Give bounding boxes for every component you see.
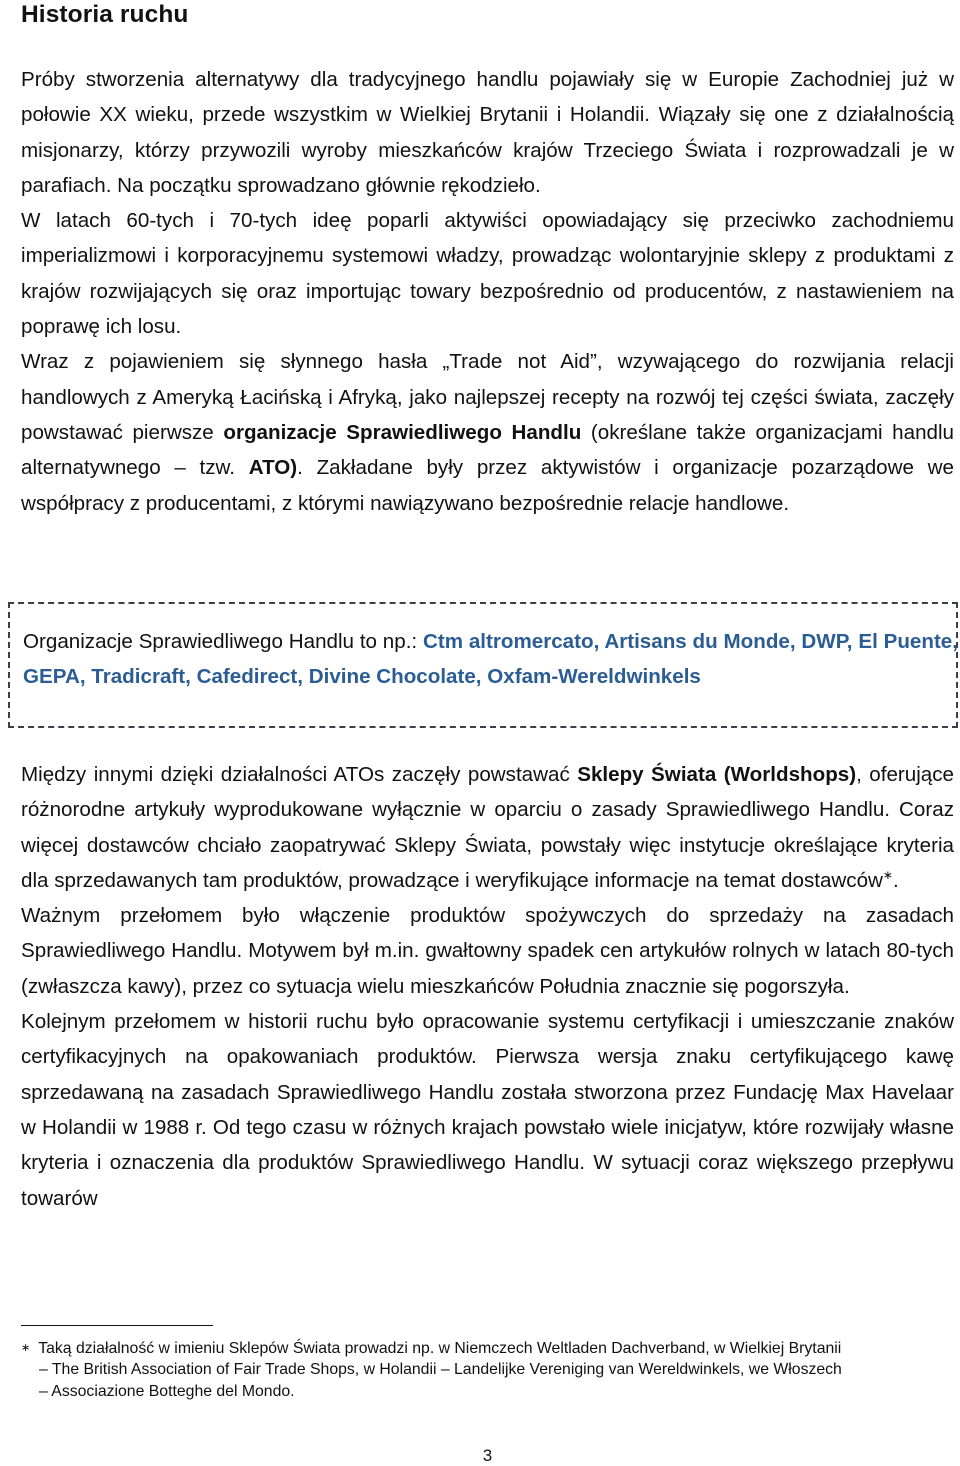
footnote	[21, 1338, 936, 1402]
term-fair-trade-organizations: organizacje Sprawiedliwego Handlu	[223, 420, 582, 444]
worldshops-section	[21, 757, 954, 1216]
ato-examples-text	[23, 624, 958, 695]
paragraph-food-products: Ważnym przełomem było włączenie produktów spożywczych do sprzedaży na zasadach Sprawiedliwego Handlu. Motywem był m.in. gwałtowny spadek cen artykułów rolnych w latach 80-tych (zwłaszcza kawy), przez co sytuacja wielu mieszkańców Południa znacznie się pogorszyła.	[21, 904, 954, 998]
paragraph-trade-not-aid: Wraz z pojawieniem się słynnego hasła „Trade not Aid”, wzywającego do rozwijania relacji handlowych z Ameryką Łacińską i Afryką, jako najlepszej recepty na rozwój tej części świata, zaczęły powstawać pierwsze organizacje Sprawiedliwego Handlu (określane także organizacjami handlu alternatywnego – tzw. ATO). Zakładane były przez aktywistów i organizacje pozarządowe we współpracy z producentami, z którymi nawiązywano bezpośrednie relacje handlowe.	[21, 350, 955, 515]
term-worldshops: Sklepy Świata (Worldshops)	[577, 763, 857, 786]
footnote-divider	[21, 1325, 213, 1326]
ato-organization-list: Ctm altromercato, Artisans du Monde, DWP, El Puente, GEPA, Tradicraft, Cafedirect, Divine Chocolate, Oxfam-Wereldwinkels	[23, 630, 958, 689]
section-heading: Historia ruchu	[21, 1, 189, 28]
paragraph-certification: Kolejnym przełomem w historii ruchu było opracowanie systemu certyfikacji i umieszczanie znaków certyfikacyjnych na opakowaniach produktów. Pierwsza wersja znaku certyfikującego kawę sprzedawaną na zasadach Sprawiedliwego Handlu została stworzona przez Fundację Max Havelaar w Holandii w 1988 r. Od tego czasu w różnych krajach powstało wiele inicjatyw, które rozwijały własne kryteria i oznaczenia dla produktów Sprawiedliwego Handlu. W sytuacji coraz większego przepływu towarów	[21, 1010, 954, 1210]
paragraph-activists: W latach 60-tych i 70-tych ideę poparli aktywiści opowiadający się przeciwko zachodniemu imperializmowi i korporacyjnemu systemowi władzy, prowadząc wolontaryjnie sklepy z produktami z krajów rozwijających się oraz importując towary bezpośrednio od producentów, z nastawieniem na poprawę ich losu.	[21, 209, 954, 339]
paragraph-origins: Próby stworzenia alternatywy dla tradycyjnego handlu pojawiały się w Europie Zachodniej już w połowie XX wieku, przede wszystkim w Wielkiej Brytanii i Holandii. Wiązały się one z działalnością misjonarzy, którzy przywozili wyroby mieszkańców krajów Trzeciego Świata i rozprowadzali je w parafiach. Na początku sprowadzano głównie rękodzieło.	[21, 68, 954, 197]
intro-section	[21, 62, 954, 521]
term-ato: ATO)	[248, 456, 298, 480]
footnote-line-3: – Associazione Botteghe del Mondo.	[39, 1382, 295, 1400]
paragraph-worldshops: Między innymi dzięki działalności ATOs zaczęły powstawać Sklepy Świata (Worldshops), oferujące różnorodne artykuły wyprodukowane wyłącznie w oparciu o zasady Sprawiedliwego Handlu. Coraz więcej dostawców chciało zaopatrywać Sklepy Świata, powstały więc instytucje określające kryteria dla sprzedawanych tam produktów, prowadzące i weryfikujące informacje na temat dostawców∗.	[21, 763, 954, 892]
footnote-line-2: – The British Association of Fair Trade Shops, w Holandii – Landelijke Vereniging van Wereldwinkels, we Włoszech	[39, 1361, 842, 1379]
footnote-mark: ∗	[21, 1342, 31, 1354]
page-number: 3	[482, 1446, 493, 1465]
ato-examples-label: Organizacje Sprawiedliwego Handlu to np.:	[23, 630, 423, 653]
footnote-reference[interactable]: ∗	[882, 867, 893, 882]
ato-examples-box	[8, 602, 958, 728]
footnote-line-1: Taką działalność w imieniu Sklepów Świata prowadzi np. w Niemczech Weltladen Dachverband, w Wielkiej Brytanii	[38, 1340, 842, 1357]
